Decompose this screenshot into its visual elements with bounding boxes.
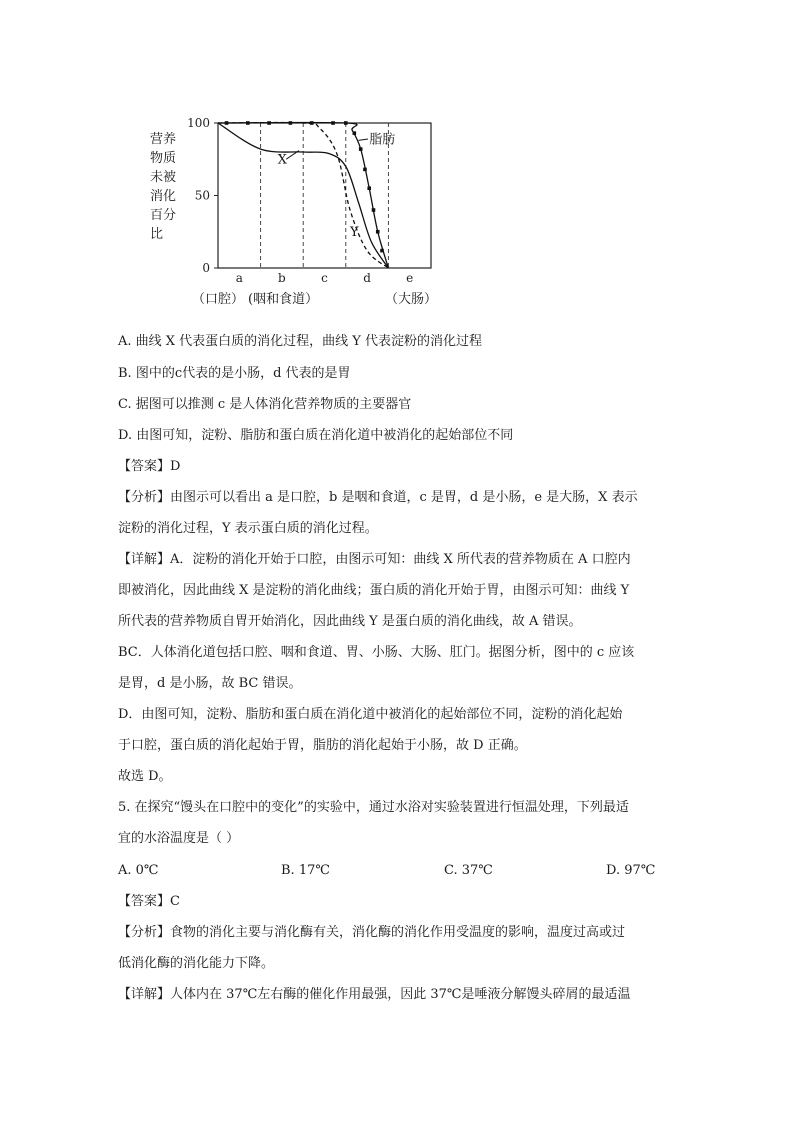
x-category-label: e (406, 271, 414, 285)
detail-q4-line5: 是胃，d 是小肠，故 BC 错误。 (118, 676, 302, 691)
answer-q5 (118, 892, 180, 912)
y-tick-label: 50 (194, 188, 210, 203)
analysis-q4-line2: 淀粉的消化过程，Y 表示蛋白质的消化过程。 (118, 521, 378, 536)
fat-curve-marker (353, 131, 357, 135)
q5-option-b: B. 17℃ (281, 863, 330, 878)
detail-label: 【详解】 (118, 552, 171, 567)
detail-q4-line2: 即被消化，因此曲线 X 是淀粉的消化曲线；蛋白质的消化开始于胃，由图示可知：曲线 Y (118, 583, 630, 598)
fat-curve-marker (344, 121, 348, 125)
detail-q4-line6: D．由图可知，淀粉、脂肪和蛋白质在消化道中被消化的起始部位不同，淀粉的消化起始 (118, 707, 623, 722)
detail-label: 【详解】 (118, 987, 171, 1002)
fat-curve-marker (267, 121, 271, 125)
x-category-label: d (363, 271, 371, 285)
fat-curve-marker (367, 186, 371, 190)
option-b: B. 图中的c代表的是小肠，d 代表的是胃 (118, 366, 351, 381)
digestion-curve-figure (140, 110, 470, 310)
fat-curve-marker (331, 121, 335, 125)
q5-option-c: C. 37℃ (444, 863, 493, 878)
analysis-q4-line1: 【分析】由图示可以看出 a 是口腔，b 是咽和食道，c 是胃，d 是小肠，e 是大肠，X 表示 (118, 490, 638, 505)
q5-stem-line1: 5. 在探究“馒头在口腔中的变化”的实验中，通过水浴对实验装置进行恒温处理，下列最适 (118, 800, 629, 815)
y-axis-label: 营养物质未被消化百分比 (150, 132, 177, 242)
analysis-q5-line1: 【分析】食物的消化主要与消化酶有关，消化酶的消化作用受温度的影响，温度过高或过 (118, 925, 626, 940)
x-category-label: c (321, 271, 328, 285)
analysis-label: 【分析】 (118, 490, 171, 505)
option-a: A. 曲线 X 代表蛋白质的消化过程，曲线 Y 代表淀粉的消化过程 (118, 334, 483, 349)
fat-curve-marker (225, 121, 229, 125)
fat-curve-marker (310, 121, 314, 125)
y-tick-label: 0 (202, 261, 210, 275)
x-note-mouth: （口腔） (192, 292, 245, 307)
curve-label-fat: 脂肪 (369, 132, 396, 148)
y-tick-label: 100 (187, 116, 210, 130)
q5-option-d: D. 97℃ (606, 863, 656, 878)
detail-q4-line8: 故选 D。 (118, 769, 172, 784)
x-note-large-intestine: （大肠） (385, 292, 438, 307)
fat-curve-marker (376, 230, 380, 234)
x-category-label: b (278, 271, 286, 285)
fat-curve-marker (380, 249, 384, 253)
answer-value: C (170, 894, 180, 909)
answer-value: D (170, 459, 181, 474)
fat-curve-marker (363, 168, 367, 172)
fat-curve-marker (372, 208, 376, 212)
option-d: D. 由图可知，淀粉、脂肪和蛋白质在消化道中被消化的起始部位不同 (118, 428, 514, 443)
option-c: C. 据图可以推测 c 是人体消化营养物质的主要器官 (118, 397, 412, 412)
detail-q4-line7: 于口腔，蛋白质的消化起始于胃，脂肪的消化起始于小肠，故 D 正确。 (118, 738, 527, 753)
digestion-line-chart (140, 110, 470, 310)
detail-q4-line1: 【详解】A．淀粉的消化开始于口腔，由图示可知：曲线 X 所代表的营养物质在 A 口腔内 (118, 552, 631, 567)
fat-curve-marker (359, 147, 363, 151)
analysis-label: 【分析】 (118, 925, 171, 940)
q5-option-a: A. 0℃ (118, 863, 159, 878)
x-category-label: a (235, 271, 243, 285)
curve-label-fat-leader (359, 139, 368, 140)
answer-label: 【答案】 (118, 459, 171, 474)
q5-stem-line2: 宜的水浴温度是（ ） (118, 831, 240, 846)
analysis-q5-line2: 低消化酶的消化能力下降。 (118, 956, 275, 971)
x-note-pharynx: (咽和食道） (248, 292, 319, 307)
detail-q5-line1: 【详解】人体内在 37℃左右酶的催化作用最强，因此 37℃是唾液分解馒头碎屑的最适温 (118, 987, 631, 1002)
curve-label-x: X (277, 152, 287, 168)
detail-q4-line4: BC．人体消化道包括口腔、咽和食道、胃、小肠、大肠、肛门。据图分析，图中的 c 应该 (118, 645, 635, 660)
fat-curve-marker (246, 121, 250, 125)
detail-q4-line3: 所代表的营养物质自胃开始消化，因此曲线 Y 是蛋白质的消化曲线，故 A 错误。 (118, 614, 582, 629)
answer-label: 【答案】 (118, 894, 171, 909)
curve-label-y: Y (350, 225, 359, 241)
answer-q4 (118, 457, 180, 477)
fat-curve-marker (289, 121, 293, 125)
